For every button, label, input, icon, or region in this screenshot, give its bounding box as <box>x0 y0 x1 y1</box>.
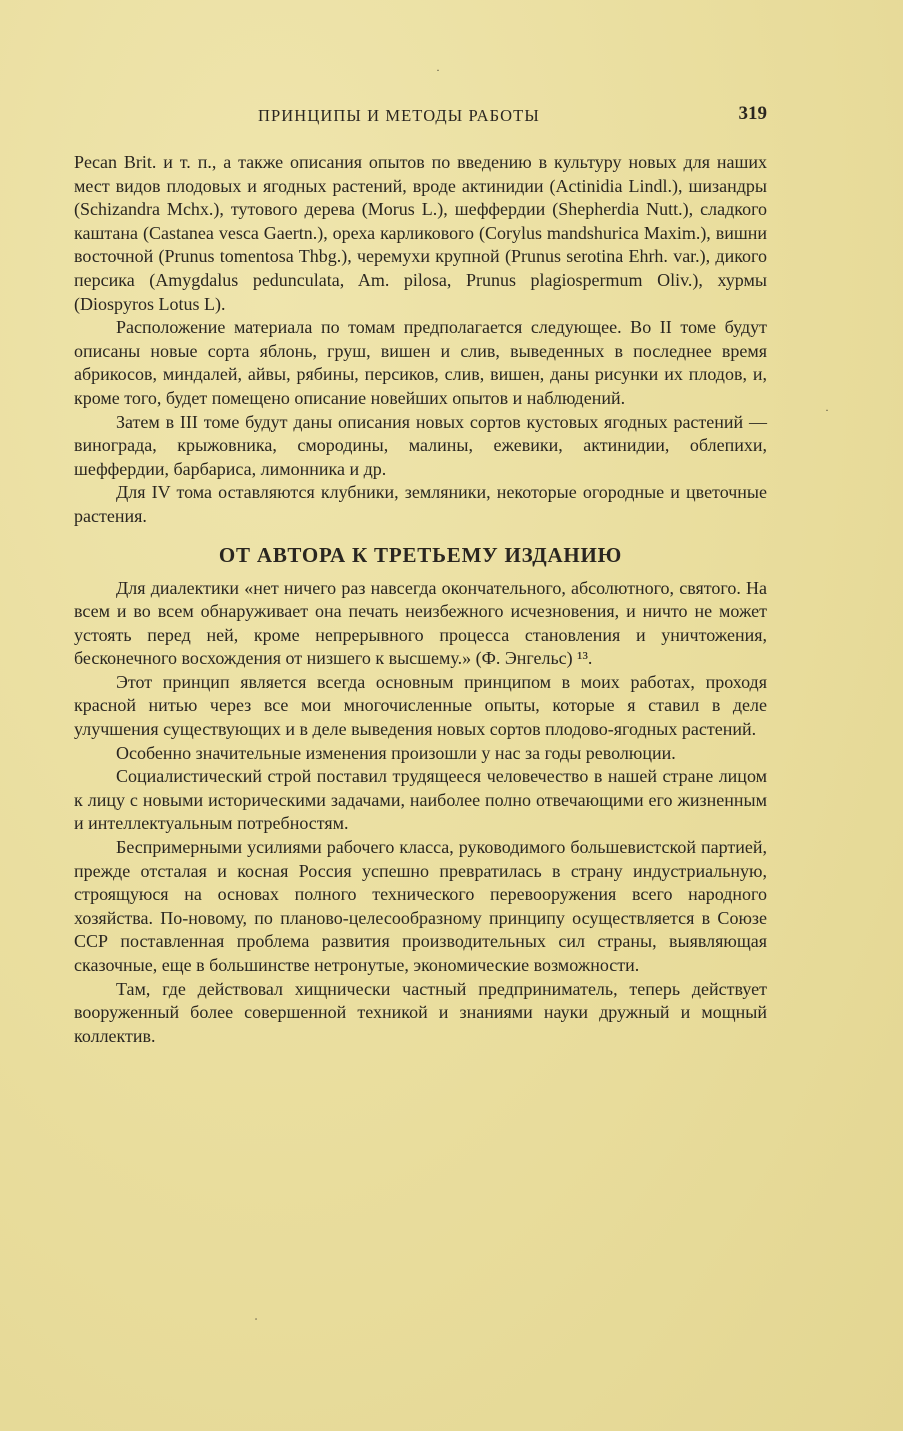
paragraph: Беспримерными усилиями рабочего класса, руководимого большевистской партией, прежде отсталая и косная Россия успешно превратилась в страну индустриальную, строящуюся на основах полного технического перевооружения всего народного хозяйства. По-новому, по планово-целесообразному принципу осуществляется в Союзе ССР поставленная проблема развития производительных сил страны, выявляющая сказочные, еще в большинстве нетронутые, экономические возможности. <box>74 837 767 975</box>
body-text <box>74 151 767 1048</box>
paragraph: Для диалектики «нет ничего раз навсегда окончательного, абсолютного, святого. На всем и во всем обнаруживает она печать неизбежного исчезновения, и ничто не может устоять перед ней, кроме непрерывного процесса становления и уничтожения, бесконечного восхождения от низшего к высшему.» (Ф. Энгельс) ¹³. <box>74 577 767 669</box>
running-title: ПРИНЦИПЫ И МЕТОДЫ РАБОТЫ <box>258 106 540 125</box>
section-heading: ОТ АВТОРА К ТРЕТЬЕМУ ИЗДАНИЮ <box>218 542 623 567</box>
page-number: 319 <box>738 103 767 124</box>
paragraph: Особенно значительные изменения произошли у нас за годы революции. <box>116 742 676 763</box>
paragraph: Затем в III томе будут даны описания новых сортов кустовых ягодных растений — винограда, крыжовника, смородины, малины, ежевики, актинидии, облепихи, шеффердии, барбариса, лимонника и др. <box>74 411 767 479</box>
paper-speck: · <box>250 1312 262 1326</box>
paragraph: Там, где действовал хищнически частный предприниматель, теперь действует вооруженный более совершенной техникой и знаниями науки дружный и мощный коллектив. <box>74 978 767 1046</box>
paragraph: Для IV тома оставляются клубники, земляники, некоторые огородные и цветочные растения. <box>74 482 767 526</box>
paragraph: Расположение материала по томам предполагается следующее. Во II томе будут описаны новые сорта яблонь, груш, вишен и слив, выведенных в последнее время абрикосов, миндалей, айвы, рябины, персиков, слив, вишен, даны рисунки их плодов, и, кроме того, будет помещено описание новейших опытов и наблюдений. <box>74 317 767 408</box>
paper-speck: · <box>825 403 829 417</box>
running-header <box>74 103 767 132</box>
paragraph: Социалистический строй поставил трудящееся человечество в нашей стране лицом к лицу с новыми историческими задачами, наиболее полно отвечающими его жизненным и интеллектуальным потребностям. <box>74 766 767 834</box>
paper-speck: · <box>436 63 440 77</box>
paragraph: Этот принцип является всегда основным принципом в моих работах, проходя красной нитью через все мои многочисленные опыты, которые я ставил в деле улучшения существующих и в деле выведения новых сортов плодово-ягодных растений. <box>74 671 767 740</box>
paragraph: Pecan Brit. и т. п., а также описания опытов по введению в культуру новых для наших мест видов плодовых и ягодных растений, вроде актинидии (Actinidia Lindl.), шизандры (Schizandra Mchx.), тутового дерева (Morus L.), шеффердии (Shepherdia Nutt.), сладкого каштана (Castanea vesca Gaertn.), ореха карликового (Corylus mandshurica Maxim.), вишни восточной (Prunus tomentosa Thbg.), черемухи крупной (Prunus serotina Ehrh. var.), дикого персика (Amygdalus pedunculata, Am. pilosa, Prunus plagiospermum Oliv.), хурмы (Diospyros Lotus L). <box>74 152 767 314</box>
